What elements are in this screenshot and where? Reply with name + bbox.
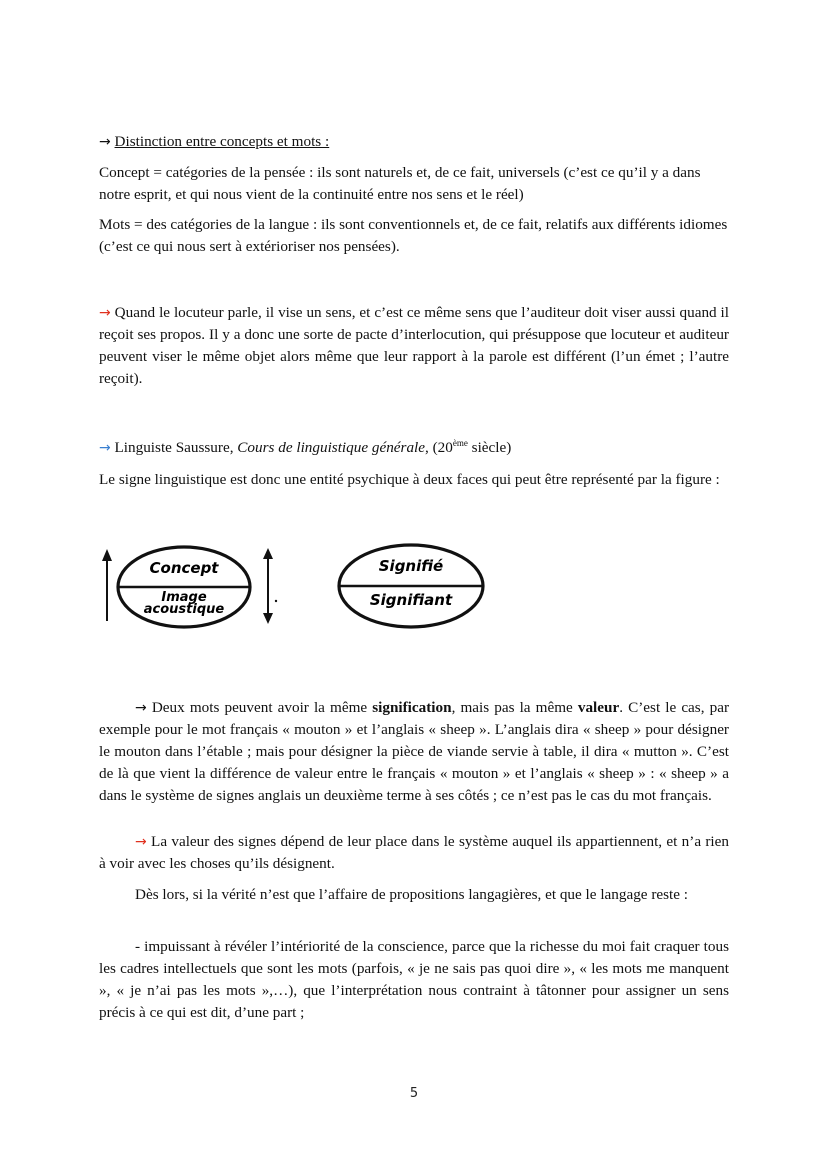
text-part: Deux mots peuvent avoir la même xyxy=(151,699,373,716)
paragraph-des-lors: Dès lors, si la vérité n’est que l’affaire de propositions langagières, et que le langage reste : xyxy=(135,886,689,903)
arrow-right-icon: → xyxy=(99,305,111,321)
dot-mark xyxy=(275,600,277,602)
paragraph-locuteur xyxy=(99,302,729,390)
bold-term: signification xyxy=(372,699,452,716)
signifie-label: Signifié xyxy=(378,557,444,575)
arrow-right-icon: → xyxy=(135,700,147,716)
bold-term: valeur xyxy=(577,699,620,716)
book-title: Cours de linguistique générale xyxy=(237,439,426,456)
signifiant-label: Signifiant xyxy=(369,591,453,609)
signe-linguistique-text: Le signe linguistique est donc une entité psychique à deux faces qui peut être représenté par la figure : xyxy=(99,471,720,488)
heading-prefix: Linguiste Saussure, xyxy=(114,439,238,456)
saussure-heading xyxy=(99,437,729,459)
image-label: Image xyxy=(161,590,207,605)
section-heading-distinction xyxy=(99,131,729,153)
saussure-sign-diagram-right xyxy=(333,540,493,636)
paragraph-valeur-signes xyxy=(99,831,729,875)
mots-definition: Mots = des catégories de la langue : ils sont conventionnels et, de ce fait, relatifs aux différents idiomes (c’est ce qui nous sert à extérioriser nos pensées). xyxy=(99,216,728,255)
paragraph-impuissant: - impuissant à révéler l’intériorité de la conscience, parce que la richesse du moi fait craquer tous les cadres intellectuels que sont les mots (parfois, « je ne sais pas quoi dire », « les mots me manquent », « je n’ai pas les mots »,…), que l’interprétation nous contraint à tâtonner pour assigner un sens précis à ce qui est dit, d’une part ; xyxy=(99,938,729,1021)
arrow-up-icon xyxy=(102,549,112,561)
paragraph-text: La valeur des signes dépend de leur place dans le système auquel ils appartiennent, et n’a rien à voir avec les choses qu’ils désignent. xyxy=(99,833,729,872)
arrow-right-icon: → xyxy=(99,134,111,150)
page-number: 5 xyxy=(409,1086,419,1101)
paragraph-valeur xyxy=(99,697,729,807)
paragraph-text: Quand le locuteur parle, il vise un sens, et c’est ce même sens que l’auditeur doit viser aussi quand il reçoit ses propos. Il y a donc une sorte de pacte d’interlocution, qui présuppose que locuteur et auditeur peuvent viser le même objet alors même que leur rapport à la parole est différent (l’un émet ; l’autre reçoit). xyxy=(99,304,729,387)
heading-mid: , (20 xyxy=(425,439,453,456)
concept-definition: Concept = catégories de la pensée : ils sont naturels et, de ce fait, universels (c’est ce qu’il y a dans notre esprit, et qui nous vient de la continuité entre nos sens et le réel) xyxy=(99,164,701,203)
arrow-right-icon: → xyxy=(135,834,147,850)
heading-suffix: siècle) xyxy=(467,439,512,456)
acoustique-label: acoustique xyxy=(143,602,225,617)
heading-text: Distinction entre concepts et mots : xyxy=(114,133,330,150)
saussure-sign-diagram-left xyxy=(100,545,290,635)
concept-label: Concept xyxy=(149,559,219,577)
arrow-right-icon: → xyxy=(99,440,111,456)
text-part: . C’est le cas, par exemple pour le mot français « mouton » et l’anglais « sheep ». L’anglais dira « sheep » pour désigner le mouton dans l’étable ; mais pour désigner la pièce de viande servie à table, il dira « mutton ». C’est de là que vient la différence de valeur entre le français « mouton » et l’anglais « sheep » : « sheep » a dans le système de signes anglais un deuxième terme à ses côtés ; ce n’est pas le cas du mot français. xyxy=(99,699,729,804)
arrow-down-icon xyxy=(263,613,273,624)
text-part: , mais pas la même xyxy=(451,699,578,716)
superscript: ème xyxy=(452,438,468,448)
arrow-up-icon xyxy=(263,548,273,559)
